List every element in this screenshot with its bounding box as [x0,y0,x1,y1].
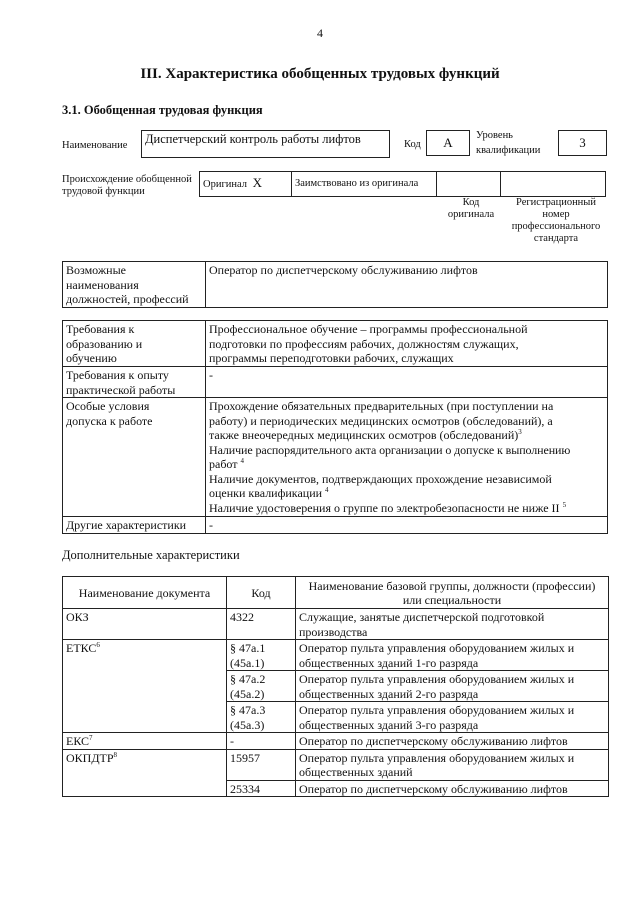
edu-value-1: Профессиональное обучение – программы профессиональной [209,322,528,336]
table-row [63,733,609,750]
name-value-box [141,130,390,158]
table-row [63,749,609,780]
etks-doc-label: ЕТКС [66,641,97,655]
eks-doc-label: ЕКС [66,734,90,748]
level-value: 3 [558,130,607,156]
okpdtr-code-1: 15957 [227,749,296,780]
positions-label-3: должностей, профессий [66,292,189,306]
borrowed-label: Заимствовано из оригинала [292,172,437,197]
reg-1: Регистрационный [516,197,596,208]
footnote-ref-6: 6 [96,641,100,649]
special-label-1: Особые условия [66,399,150,413]
okpdtr-name-2: Оператор по диспетчерскому обслуживанию лифтов [296,780,609,797]
okpdtr-doc-label: ОКПДТР [66,750,114,765]
positions-table [62,261,608,308]
special-1: Прохождение обязательных предварительных (при поступлении на [209,399,554,413]
additional-table [62,576,609,797]
etks-code-1 [227,640,296,671]
etks-name-1 [296,640,609,671]
eks-doc [63,733,227,750]
etks-code-1a: § 47а.1 [230,641,266,655]
okpdtr-code-2: 25334 [227,780,296,797]
name-label: Наименование [62,140,128,151]
table-row [63,609,609,640]
okz-name-1: Служащие, занятые диспетчерской подготовкой [299,610,545,624]
exp-label-2: практической работы [66,382,176,397]
etks-name-3 [296,702,609,733]
edu-label-2: образованию и [66,336,143,351]
eks-name: Оператор по диспетчерскому обслуживанию лифтов [296,733,609,750]
exp-value: - [206,367,608,398]
edu-value-3: программы переподготовки рабочих, служащих [209,351,454,365]
col-name-header-1: Наименование базовой группы, должности (профессии) [308,578,596,593]
footnote-ref-3: 3 [518,428,522,436]
positions-label-1: Возможные [66,263,126,277]
etks-doc [63,640,227,733]
col-name-header-2: или специальности [402,593,502,607]
table-row [63,640,609,671]
etks-name-2 [296,671,609,702]
code-original-1: Код [462,197,480,208]
special-6: Наличие документов, подтверждающих прохождение независимой [209,471,552,486]
exp-label-1: Требования к опыту [66,368,169,382]
positions-label-2: наименования [66,277,139,292]
reg-4: стандарта [533,233,579,244]
origin-label-2: трудовой функции [62,186,145,197]
original-label: Оригинал [203,179,247,191]
etks-code-2b: (45а.2) [230,686,265,701]
other-label: Другие характеристики [63,517,206,534]
okpdtr-name-1a: Оператор пульта управления оборудованием жилых и [299,750,575,765]
etks-name-2b: общественных зданий 2-го разряда [299,686,479,701]
edu-label-3: обучению [66,351,117,365]
etks-code-3a: § 47а.3 [230,703,266,717]
page-number: 4 [317,26,323,40]
footnote-ref-4a: 4 [240,457,245,465]
section-title: III. Характеристика обобщенных трудовых функций [140,66,500,82]
level-label-1: Уровень [476,130,513,141]
code-label: Код [404,139,421,150]
positions-value: Оператор по диспетчерскому обслуживанию лифтов [206,262,608,308]
special-2: работу) и периодических медицинских осмотров (обследований), а [209,413,553,428]
special-7: оценки квалификации [209,486,323,500]
etks-code-2 [227,671,296,702]
requirements-table [62,320,608,534]
footnote-ref-8: 8 [113,750,118,759]
origin-table [199,171,606,197]
special-label-2: допуска к работе [66,413,153,428]
col-doc-header: Наименование документа [63,577,227,609]
etks-name-1b: общественных зданий 1-го разряда [299,655,479,670]
okpdtr-name-1 [296,749,609,780]
code-value: A [426,130,470,156]
additional-title: Дополнительные характеристики [62,548,240,562]
origin-code-caption [440,197,502,221]
special-4: Наличие распорядительного акта организации о допуске к выполнению [209,442,571,457]
col-name-header [296,577,609,609]
origin-reg-caption [503,197,609,245]
exp-label [63,367,206,398]
name-value: Диспетчерский контроль работы лифтов [145,132,361,146]
special-value [206,398,608,517]
etks-name-3a: Оператор пульта управления оборудованием жилых и [299,703,575,717]
special-3: также внеочередных медицинских осмотров (обследований) [209,428,519,442]
edu-value [206,321,608,367]
footnote-ref-5: 5 [562,500,567,509]
etks-code-3 [227,702,296,733]
origin-label-1: Происхождение обобщенной [62,174,192,185]
special-5-line [209,457,604,472]
footnote-ref-4b: 4 [325,486,329,494]
eks-code: - [227,733,296,750]
special-8-line [209,501,604,516]
original-mark: X [252,175,263,191]
etks-name-1a: Оператор пульта управления оборудованием жилых и [299,641,575,655]
edu-label-1: Требования к [66,322,135,336]
okz-name-2: производства [299,624,368,639]
col-code-header: Код [227,577,296,609]
subsection-title: 3.1. Обобщенная трудовая функция [62,103,263,117]
edu-value-2: подготовки по профессиям рабочих, должностям служащих, [209,336,519,351]
etks-code-3b: (45а.3) [230,717,265,732]
edu-label [63,321,206,367]
okpdtr-doc [63,749,227,797]
reg-2: номер [542,209,570,220]
special-label [63,398,206,517]
okz-name [296,609,609,640]
level-label-2: квалификации [476,145,541,156]
etks-name-3b: общественных зданий 3-го разряда [299,717,479,732]
special-7-line [209,486,604,501]
footnote-ref-7: 7 [89,734,93,742]
code-original-2: оригинала [447,209,495,220]
special-8: Наличие удостоверения о группе по электробезопасности не ниже II [209,500,560,515]
positions-label [63,262,206,308]
okz-code: 4322 [227,609,296,640]
reg-3: профессионального [511,221,601,232]
special-5: работ [209,457,238,471]
origin-code-cell [437,172,501,197]
etks-code-1b: (45а.1) [230,655,265,670]
etks-name-2a: Оператор пульта управления оборудованием жилых и [299,672,575,686]
okpdtr-name-1b: общественных зданий [299,765,413,779]
origin-original-cell [200,172,292,197]
special-3-line [209,428,604,443]
origin-reg-cell [501,172,606,197]
etks-code-2a: § 47а.2 [230,672,266,686]
other-value: - [206,517,608,534]
okz-doc: ОКЗ [63,609,227,640]
